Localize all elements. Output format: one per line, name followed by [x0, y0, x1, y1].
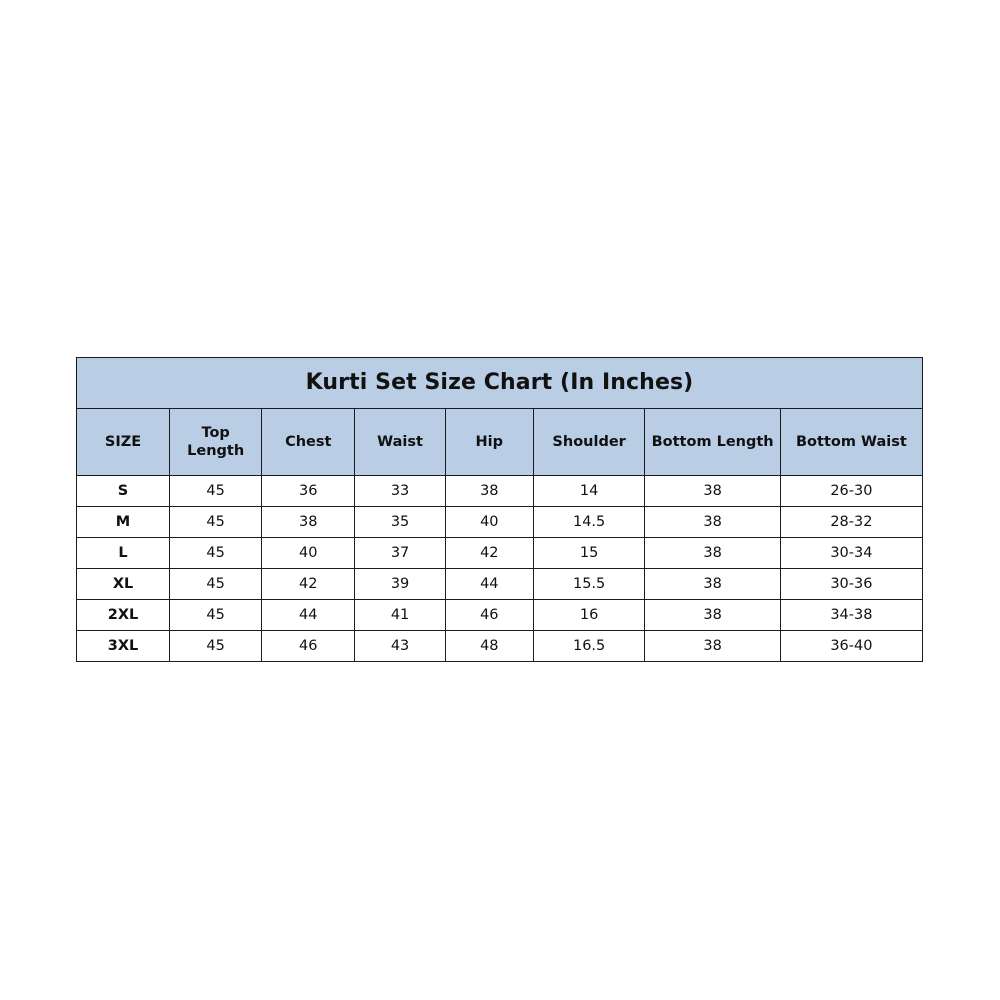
cell-top-length: 45: [170, 507, 262, 538]
cell-bottom-waist: 28-32: [780, 507, 922, 538]
cell-chest: 40: [262, 538, 355, 569]
size-chart-table: [76, 357, 923, 662]
cell-bottom-waist: 34-38: [780, 600, 922, 631]
cell-bottom-waist: 30-36: [780, 569, 922, 600]
column-header-hip: Hip: [445, 409, 533, 476]
cell-waist: 39: [355, 569, 446, 600]
table-row: [77, 569, 923, 600]
cell-shoulder: 15: [533, 538, 645, 569]
cell-size: 3XL: [77, 631, 170, 662]
cell-top-length: 45: [170, 600, 262, 631]
cell-bottom-length: 38: [645, 507, 780, 538]
table-row: [77, 538, 923, 569]
table-row: [77, 507, 923, 538]
cell-size: XL: [77, 569, 170, 600]
cell-waist: 35: [355, 507, 446, 538]
column-header-bottom-length: Bottom Length: [645, 409, 780, 476]
cell-hip: 38: [445, 476, 533, 507]
cell-shoulder: 15.5: [533, 569, 645, 600]
column-header-bottom-waist: Bottom Waist: [780, 409, 922, 476]
cell-chest: 46: [262, 631, 355, 662]
cell-top-length: 45: [170, 538, 262, 569]
cell-bottom-length: 38: [645, 476, 780, 507]
cell-chest: 38: [262, 507, 355, 538]
table-row: [77, 631, 923, 662]
cell-top-length: 45: [170, 569, 262, 600]
cell-shoulder: 14.5: [533, 507, 645, 538]
column-header-chest: Chest: [262, 409, 355, 476]
cell-size: 2XL: [77, 600, 170, 631]
cell-shoulder: 14: [533, 476, 645, 507]
cell-bottom-waist: 26-30: [780, 476, 922, 507]
cell-bottom-length: 38: [645, 600, 780, 631]
table-row: [77, 600, 923, 631]
cell-waist: 41: [355, 600, 446, 631]
cell-chest: 36: [262, 476, 355, 507]
title-row: [77, 358, 923, 409]
size-chart-container: [76, 357, 923, 662]
cell-shoulder: 16: [533, 600, 645, 631]
cell-bottom-length: 38: [645, 538, 780, 569]
cell-hip: 46: [445, 600, 533, 631]
cell-bottom-waist: 30-34: [780, 538, 922, 569]
cell-bottom-length: 38: [645, 631, 780, 662]
cell-size: L: [77, 538, 170, 569]
column-header-waist: Waist: [355, 409, 446, 476]
cell-waist: 33: [355, 476, 446, 507]
cell-size: M: [77, 507, 170, 538]
cell-chest: 42: [262, 569, 355, 600]
cell-bottom-waist: 36-40: [780, 631, 922, 662]
column-header-top-length: Top Length: [170, 409, 262, 476]
cell-hip: 48: [445, 631, 533, 662]
cell-waist: 43: [355, 631, 446, 662]
cell-top-length: 45: [170, 631, 262, 662]
table-row: [77, 476, 923, 507]
cell-hip: 44: [445, 569, 533, 600]
header-row: [77, 409, 923, 476]
chart-title: Kurti Set Size Chart (In Inches): [77, 358, 923, 409]
cell-hip: 40: [445, 507, 533, 538]
cell-top-length: 45: [170, 476, 262, 507]
column-header-size: SIZE: [77, 409, 170, 476]
cell-size: S: [77, 476, 170, 507]
cell-waist: 37: [355, 538, 446, 569]
cell-chest: 44: [262, 600, 355, 631]
cell-shoulder: 16.5: [533, 631, 645, 662]
cell-hip: 42: [445, 538, 533, 569]
cell-bottom-length: 38: [645, 569, 780, 600]
column-header-shoulder: Shoulder: [533, 409, 645, 476]
